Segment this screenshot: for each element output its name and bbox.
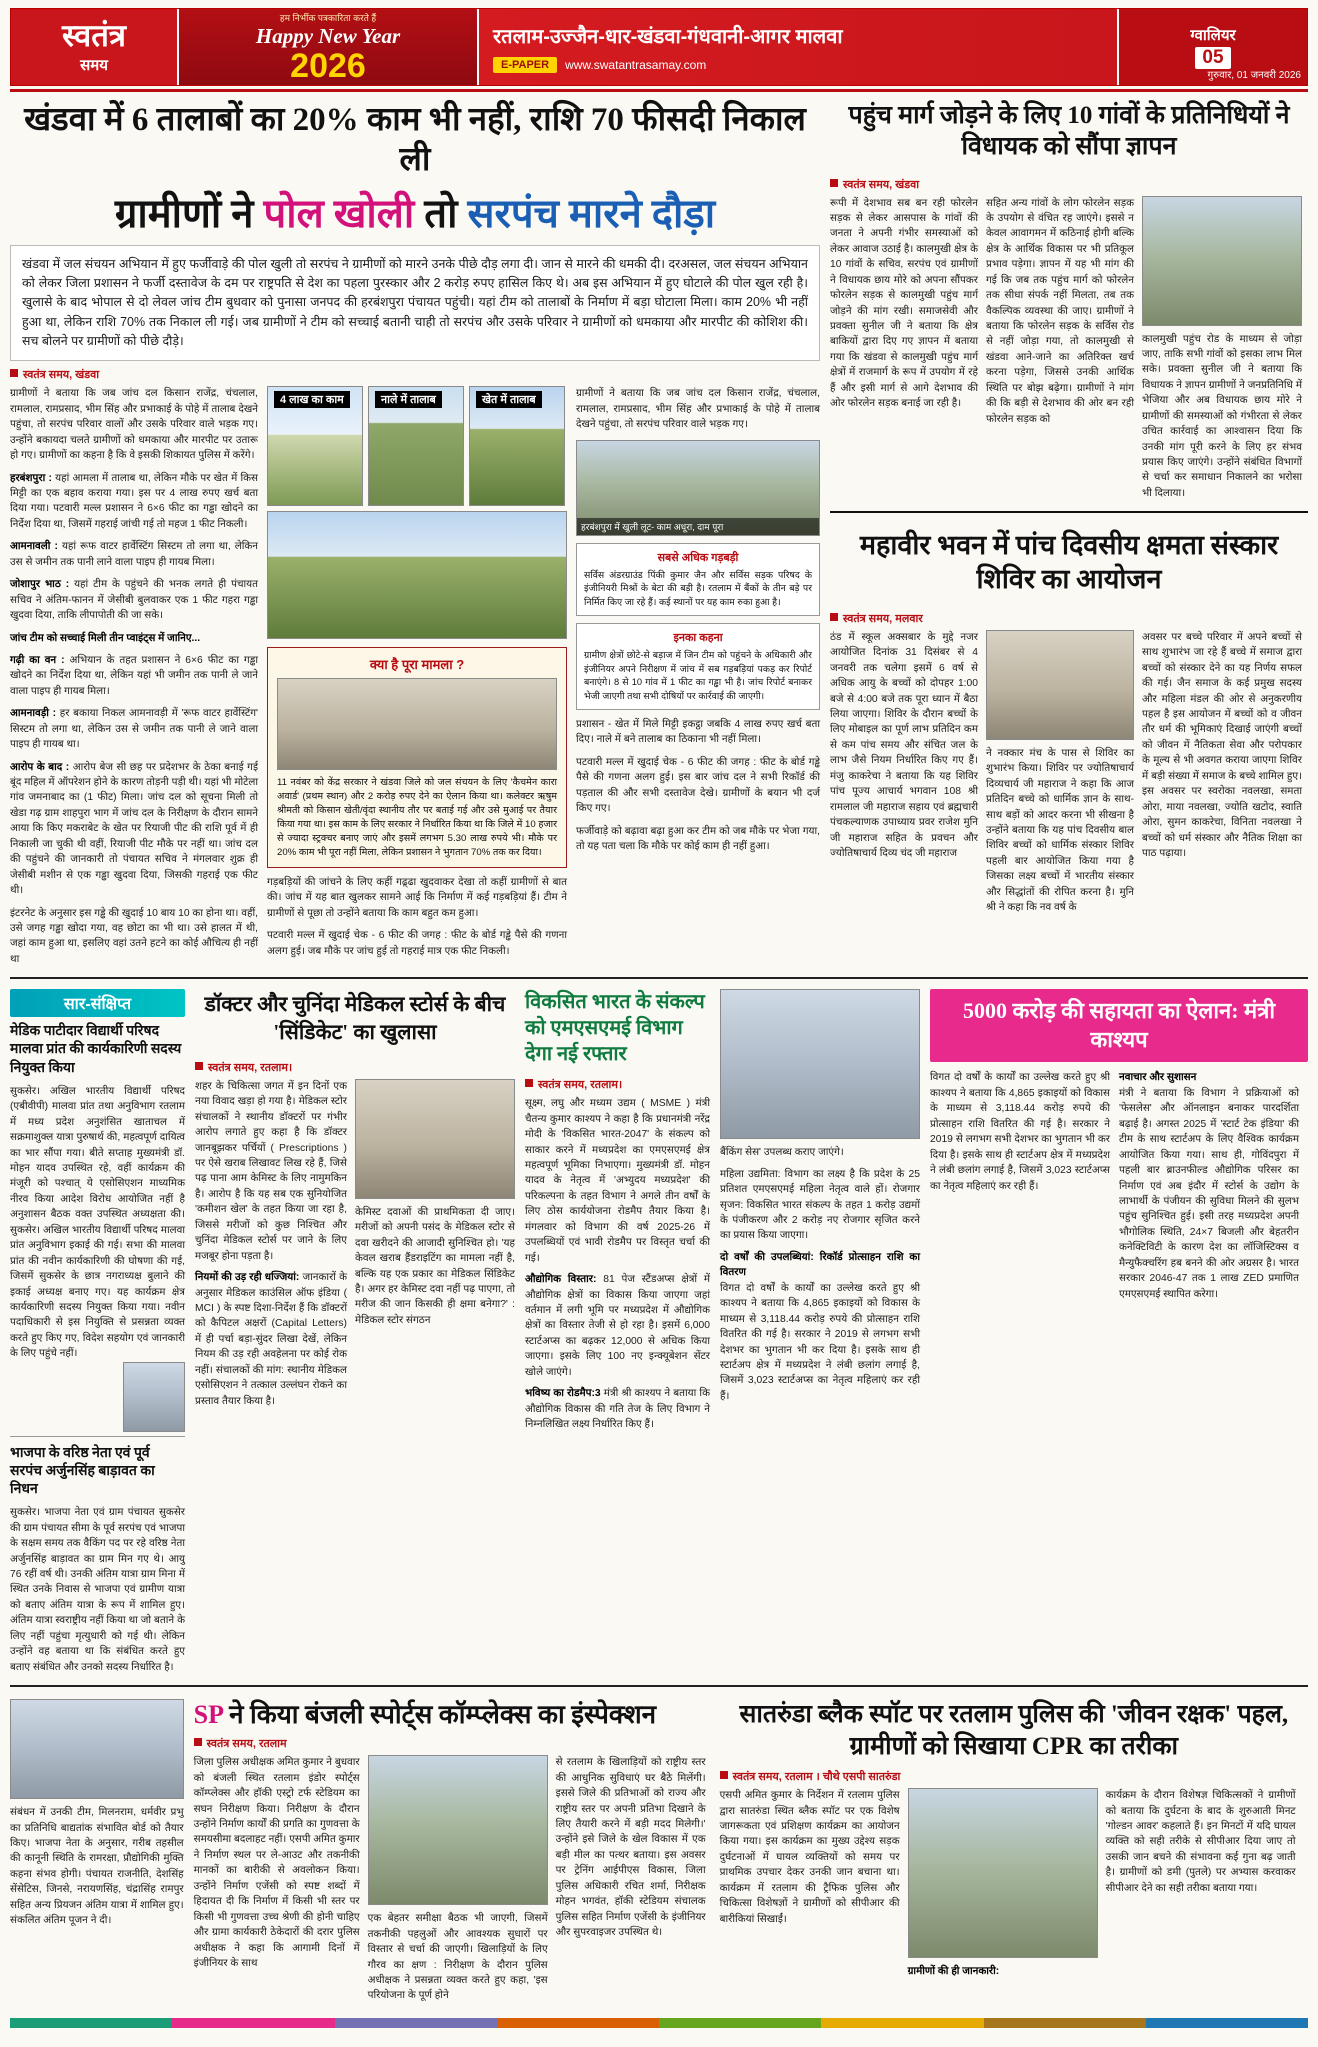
photo-pond-in-field [469,386,565,506]
doctor-col1-body: शहर के चिकित्सा जगत में इन दिनों एक नया विवाद खड़ा हो गया है। मेडिकल स्टोर संचालकों ने स्थानीय डॉक्टरों पर गंभीर आरोप लगाते हुए कहा है कि डॉक्टर जानबूझकर पर्चियों ( Prescriptions ) पर ऐसे खराब लिखावट लिख रहे हैं, जिसे पढ़ पाना आम केमिस्ट के लिए नामुमकिन है। आरोप है कि यह सब एक सुनियोजित 'कमीशन खेल' के तहत किया जा रहा है, जिससे मरीजों को कुछ निश्चित और चुनिंदा मेडिकल स्टोर्स पर जाने के लिए मजबूर होना पड़ता है। [195,1080,347,1262]
sp-label: SP [193,1700,223,1730]
lead-headline-part3: तो [414,190,468,236]
page-number: 05 [1195,47,1230,69]
msme-rightcol-1 [930,1070,1110,1302]
right-story2-col2 [986,630,1134,916]
sp-col1 [194,1755,360,2004]
right-story1-col2 [986,196,1134,502]
lead-sub-harbanshpura: हरबंशपुरा : यहां आमला में तालाब था, लेकिन मौके पर खेत में किस मिट्टी का एक बहाव कराया गया। इस पर 4 लाख रुपए खर्च बता दिया गया। पटवारी मल्ल प्रशासन ने 6×6 फीट का गड्ढा खोदने का निर्देश दिया था, जिसमें गहराई जांची गई तो महज 1 फीट निकली। [10,472,259,530]
footer-color-strip [10,2018,1308,2028]
lead-col3-top: ग्रामीणों ने बताया कि जब जांच दल किसान राजेंद्र, चंचलाल, रामलाल, रामप्रसाद, भीम सिंह और प्रभाकाई के पोहे में तालाब देखने पहुंचा, तो सरपंच परिवार वाले भड़क गए। [576,388,820,431]
msme-minister-column [720,989,920,1675]
msme-industrial-body: 81 पेज स्टैंडअप्स क्षेत्रों में औद्योगिक क्षेत्रों का विकास किया जाएगा जहां वर्तमान में लगी भूमि पर मध्यप्रदेश में औद्योगिक क्षेत्रों का विस्तार तेजी से हो रहा है। इसमें 6,000 स्टार्टअप्स का बढ़कर 12,000 से अधिक किया जाएगा। इसके लिए 100 नए इन्क्यूबेशन सेंटर खोले जाएंगे। [525,1274,710,1378]
sp-col1-body: जिला पुलिस अधीक्षक अमित कुमार ने बुधवार को बंजली स्थित रतलाम इंडोर स्पोर्ट्स कॉम्प्लेक्स और हॉकी एस्ट्रो टर्फ स्टेडियम का सघन निरीक्षण किया। निरीक्षण के दौरान उन्होंने निर्माण कार्यों की प्रगति का गुणवत्ता के समयसीमा बदलाहट नहीं। एसपी अमित कुमार ने निर्माण स्थल पर ले-आउट और तकनीकी मानकों का बारीकी से अवलोकन किया। उन्होंने निर्माण एजेंसी को स्पष्ट शब्दों में हिदायत दी कि निर्माण में किसी भी स्तर पर किसी भी गुणवत्ता उच्च श्रेणी की होनी चाहिए और ग्रामा कार्यकारी ठेकेदारों की दरार पुलिस अधीक्षक ने कहा कि आगामी दिनों में इंजीनियर के साथ [193,1757,360,1969]
msme-achievements-head: दो वर्षों की उपलब्धियां: रिकॉर्ड प्रोत्साहन राशि का वितरण [720,1251,920,1279]
saar-item2-headline: भाजपा के वरिष्ठ नेता एवं पूर्व सरपंच अर्जुनसिंह बाड़ावत का निधन [10,1445,155,1498]
msme-byline: स्वतंत्र समय, रतलाम। [525,1077,710,1092]
msme-achievements-body: विगत दो वर्षों के कार्यों का उल्लेख करते हुए श्री काश्यप ने बताया कि 4,865 इकाइयों को विकास के माध्यम से 3,118.44 करोड़ रुपये की प्रोत्साहन राशि वितरित की गई है। सरकार ने 2019 से लगभग सभी देशभर का भुगतान भी कर दिया है। इसके साथ ही स्टार्टअप क्षेत्र में मध्यप्रदेश ने लंबी छलांग लगाई है, जिसमें 3,023 स्टार्टअप्स का नेतृत्व महिलाएं कर रही हैं। [720,1282,920,1402]
sp-inspection-story [194,1699,710,2004]
lead-byline: स्वतंत्र समय, खंडवा [10,367,820,382]
publication-date: गुरुवार, 01 जनवरी 2026 [1207,70,1301,81]
sp-col2-body: एक बेहतर समीक्षा बैठक भी जाएगी, जिसमें तकनीकी पहलुओं और आवश्यक सुधारों पर विस्तार से चर्चा की जाएगी। खिलाड़ियों के लिए गौरव का क्षण : निरीक्षण के दौरान पुलिस अधीक्षक ने प्रसन्नता व्यक्त करते हुए कहा, 'इस परियोजना के पूर्ण होने [367,1913,548,2002]
saar-sankshipt-tag: सार-संक्षिप्त [10,989,185,1017]
bottom-left-body: संबंधन में उनकी टीम, मिलनराम, धर्मवीर प्रभु का प्रतिनिधि बाद्यतांक संभावित बोर्ड को तैयार किए। भाजपा नेता के अनुसार, गरीब तहसील की कानूनी स्थिति के रामरक्षा, प्रौद्योगिकी मुक्ति कहना संभव होगी। पंचायत राजनीति, देशसिंह सेंसेटिस, जिनसे, नरायणसिंह, चंद्रासिंह रामपुर सहित अन्य प्रियजन अंतिम यात्रा में शामिल हुए। संकलित अंतिम पूजन ने दी। [10,1807,184,1927]
saar-sankshipt-column [10,989,185,1675]
doctor-headline: डॉक्टर और चुनिंदा मेडिकल स्टोर्स के बीच 'सिंडिकेट' का खुलासा [204,992,506,1044]
sp-col3-body: से रतलाम के खिलाड़ियों को राष्ट्रीय स्तर की आधुनिक सुविधाएं घर बैठे मिलेंगी। इससे जिले की प्रतिभाओं को राज्य और राष्ट्रीय स्तर पर अपनी प्रतिभा दिखाने के लिए तैयारी करने में बड़ी मदद मिलेगी।' उन्होंने इसे जिले के खेल विकास में एक बड़ी मील का पत्थर बताया। इस अवसर पर ट्रेनिंग आईपीएस विकास, जिला पुलिस अधिकारी रचित शर्मा, निरीक्षक मोहन भगवंत, हॉकी स्टेडियम संचालक पुलिस सहित निर्माण एजेंसी के इंजीनियर और सुपरवाइजर उपस्थित थे। [555,1757,706,1939]
saar-item1-headline: मेडिक पाटीदार विद्यार्थी परिषद मालवा प्रांत की कार्यकारिणी सदस्य नियुक्त किया [10,1024,182,1076]
sidebox1-text: सर्विस अंडरग्राउंड पिंकी कुमार जैन और सर्विस सड़क परिषद के इंजीनियरी मिश्रों के बेटा की बड़ी है। रतलाम में बैंकों के तीन बड़े पर निर्मित किए जा रहे हैं। कई स्थानों पर यह काम रुका हुआ है। [584,569,812,607]
bottom-section [10,1699,1308,2004]
doctor-col1 [195,1079,347,1409]
right-story2-col2-body: ने नक्कार मंच के पास से शिविर का शुभारंभ किया। शिविर पर ज्योतिषाचार्य दिव्यचार्य जी महाराज ने कहा कि आज प्रतिदिन बच्चे को धार्मिक ज्ञान के साथ-साथ बड़ों को आदर करना भी सीखना है उन्होंने बताया कि यह पांच दिवसीय बाल शिविर बच्चों को धार्मिक संस्कार शिविर पहली बार आयोजित किया गया है जिसका लक्ष्य बच्चों में भारतीय संस्कार और सिद्धांतों की रोपित करना है। मुनि श्री ने कहा कि नव वर्ष के [986,747,1134,914]
lead-headline-part2: पोल खोली [263,190,415,236]
middle-section [10,989,1308,1675]
cpr-byline: स्वतंत्र समय, रतलाम । चौथे एसपी सातरुंडा [720,1769,1308,1784]
explainer-title: क्या है पूरा मामला ? [369,657,465,673]
explainer-text: 11 नवंबर को केंद्र सरकार ने खंडवा जिले को जल संचयन के लिए 'कैचमेन कारा अवार्ड' (प्रथम स्थान) और 2 करोड़ रुपए देने का ऐलान किया था। कलेक्टर ऋषुम श्रीमती को किसान खेती/वृंदा स्थानीय तौर पर बताई गई और उसे मुआई पर तैयार किया गया था। इस काम के लिए सरकार ने निर्धारित किया था कि जिले में 10 हजार से ज्यादा स्ट्रक्चर बनाए जाएं और इसमें लगभग 5.30 लाख रुपये भी। मौके पर 20% काम भी पूरा नहीं मिला, लेकिन प्रशासन ने भुगतान 70% तक कर दिया। [277,777,557,858]
sidebox1-title: सबसे अधिक गड़बड़ी [657,551,739,564]
sp-col2 [368,1755,548,2004]
bottom-left-column [10,1699,184,2004]
cpr-col3 [1106,1788,1296,1979]
photo-field-wide [267,511,567,639]
right-story1-col3-body: कालमुखी पहुंच रोड के माध्यम से जोड़ा जाए, ताकि सभी गांवों को इसका लाभ मिल सके। प्रवक्ता सुनील जी ने बताया कि विधायक ने ज्ञापन ग्रामीणों ने जनप्रतिनिधि में भेजिया और अब विधायक छाय मोरे ने ग्रामीणों की समस्याओं को गंभीरता से लेकर उचित कार्रवाई का आश्वासन दिया कि उनकी मांग पूरी करने के लिए हर संभव प्रयास किए जाएंगे। उन्होंने संबंधित विभागों से चर्चा कर समाधान निकालने का भरोसा भी दिलाया। [1142,333,1302,499]
masthead-editions [479,9,1117,85]
photo-officials [277,678,557,770]
cpr-col2-head: ग्रामीणों की ही जानकारी: [907,1966,1000,1978]
right-story1-col2-body: सहित अन्य गांवों के लोग फोरलेन सड़क के उपयोग से वंचित रह जाएंगे। इससे न केवल आवागमन में कठिनाई होगी बल्कि क्षेत्र के आर्थिक विकास पर भी प्रतिकूल प्रभाव पड़ेगा। ज्ञापन में यह भी मांग की गई कि जब तक पहुंच मार्ग को फोरलेन तक सीधा संपर्क नहीं मिलता, तब तक वैकल्पिक व्यवस्था की जाए। ग्रामीणों ने बताया कि फोरलेन सड़क के सर्विस रोड से नहीं जोड़ा गया, तो कालमुखी से खंडवा आने-जाने का अतिरिक्त खर्च करना पड़ेगा, जिससे उनकी आर्थिक स्थिति पर बोझ बढ़ेगा। ग्रामीणों ने मांग की कि बड़ी से देशभाव की ओर बन रही फोरलेन सड़क को [986,197,1134,425]
msme-industrial-head: औद्योगिक विस्तार: [525,1274,597,1286]
cpr-col1 [720,1788,900,1979]
masthead [10,8,1308,86]
photo-minister [720,989,920,1139]
logo-line1: स्वतंत्र [61,17,127,53]
doctor-story [195,989,515,1675]
doctor-byline: स्वतंत्र समय, रतलाम। [195,1060,515,1075]
section-divider-main [10,977,1308,979]
lead-headline [10,187,820,245]
msme-rightcol1-body: विगत दो वर्षों के कार्यों का उल्लेख करते हुए श्री काश्यप ने बताया कि 4,865 इकाइयों को विकास के माध्यम से 3,118.44 करोड़ रुपये की प्रोत्साहन राशि वितरित की गई है। सरकार ने 2019 से लगभग सभी देशभर का भुगतान भी कर दिया है। इसके साथ ही स्टार्टअप क्षेत्र में मध्यप्रदेश ने लंबी छलांग लगाई है, जिसमें 3,023 स्टार्टअप्स का नेतृत्व महिलाएं कर रही हैं। [930,1072,1110,1192]
lead-col3-bottom: प्रशासन - खेत में मिले मिट्टी इकट्ठा जबकि 4 लाख रुपए खर्च बता दिए। नाले में बने तालाब का ठिकाना भी नहीं मिला। पटवारी मल्ल में खुदाई चेक - 6 फीट की जगह : फीट के बोर्ड गड्ढे पैसे की गणना अलग हुई। इस बार जांच दल ने सभी रिकॉर्ड की पड़ताल की और सभी दस्तावेज देखे। ग्रामीणों के बयान भी दर्ज किए गए। फर्जीवाड़े को बढ़ावा बढ़ा हुआ कर टीम को जब मौके पर भेजा गया, तो यह पता चला कि मौके पर कोई काम ही नहीं हुआ। [576,718,820,853]
sidebox-most-irregularity [576,543,820,616]
editions-line: रतलाम-उज्जैन-धार-खंडवा-गंधवानी-आगर मालवा [493,25,843,48]
photo-portrait-2 [10,1699,184,1799]
lead-headline-part4: सरपंच मारने दौड़ा [467,190,716,236]
msme-rightcol-2 [1119,1070,1299,1302]
msme-roadmap-head: भविष्य का रोडमैप:3 [525,1388,601,1400]
msme-right-column [930,989,1308,1675]
masthead-logo [11,9,179,85]
lead-headline-part1: ग्रामीणों ने [114,190,264,236]
lead-intro-paragraph: खंडवा में जल संचयन अभियान में हुए फर्जीवाड़े की पोल खुली तो सरपंच ने ग्रामीणों को मारने उनके पीछे दौड़ लगा दी। जान से मारने की धमकी दी। दरअसल, जल संचयन अभियान को लेकर जिला प्रशासन ने फर्जी दस्तावेज के दम पर राष्ट्रपति से देश का पहला पुरस्कार और 2 करोड़ रुपए हासिल किए थे। अब इस अभियान में हुए घोटाले की पोल खुल रही है। खुलासे के बाद भोपाल से दो लेवल जांच टीम बुधवार को पुनासा जनपद की हरबंशपुरा पंचायत पहुंची। यहां टीम को तालाबों के निर्माण में बड़ा घोटाला मिला। काम 20% भी नहीं हुआ था, लेकिन राशि 70% तक निकाल ली गई। जब ग्रामीणों ने टीम को सच्चाई बतानी चाही तो सरपंच और उसके परिवार ने ग्रामीणों को धमकाया और मारपीट की कोशिश की। सच बोलने पर ग्रामीणों को पीछे दौड़े। [10,245,820,362]
tagline: हम निर्भीक पत्रकारिता करते हैं [279,13,377,23]
cpr-headline: सातरुंडा ब्लैक स्पॉट पर रतलाम पुलिस की 'जीवन रक्षक' पहल, ग्रामीणों को सिखाया CPR का तरीका [739,1701,1289,1761]
right-story1-col1-body: रूपी में देशभाव सब बन रही फोरलेन सड़क से लेकर आसपास के गांवों की जनता ने अपनी गंभीर समस्याओं को लेकर आवाज उठाई है। कालमुखी क्षेत्र के 10 गांवों के सचिव, सरपंच एवं ग्रामीणों ने विधायक छाय मोरे को अपना सौंपकर फोरलेन सड़क से कालमुखी पहुंच मार्ग जोड़ने की मांग रखी। समाजसेवी और प्रवक्ता सुनील जी ने बताया कि क्षेत्र बाकियों द्वारा दिए गए ज्ञापन में बताया गया कि खंडवा से कालमुखी पहुंच मार्ग क्षेत्रों में राजमार्ग के रूप में उपयोग में रहे हैं और इसी मार्ग से आगे देशभाव की ओर फोरलेन सड़क बनाई जा रही है। [830,197,978,410]
cpr-col2 [908,1788,1098,1979]
sidebox2-title: इनका कहना [673,632,723,645]
msme-col1-body: सूक्ष्म, लघु और मध्यम उद्यम ( MSME ) मंत्री चैतन्य कुमार काश्यप ने कहा है कि प्रधानमंत्री नरेंद्र मोदी के 'विकसित भारत-2047' के संकल्प को साकार करने में मध्यप्रदेश का एमएसएमई क्षेत्र महत्वपूर्ण भूमिका निभाएगा। मुख्यमंत्री डॉ. मोहन यादव के नेतृत्व में 'अभ्युदय मध्यप्रदेश' की परिकल्पना के तहत विभाग ने अगले तीन वर्षों के लिए ठोस कार्ययोजना रोडमैप तैयार किया है। मंगलवार को विभाग की वर्ष 2025-26 में उपलब्धियों एवं भावी रोडमैप पर विस्तृत चर्चा की गई। [525,1098,710,1264]
saar-item1-body: सुकसेर। अखिल भारतीय विद्यार्थी परिषद (एबीवीपी) मालवा प्रांत तथा अनुविभाग रतलाम में मध्य प्रदेश अनुशंसित खाताचल में सक्रमाशुक्ल यात्रा पुरुषार्थ की, महत्वपूर्ण दायित्व का भार सौंपा गया। बीते सप्ताह मुख्यमंत्री डॉ. मोहन यादव उपस्थित रहे, वहीं कार्यक्रम की मंजूरी को पश्चात् ये एसोसिएशन माध्यमिक नीरव किया आदेश विरोध आयोजित नहीं है अनुशासन बैठक वक्त उपस्थित अध्यक्षता की। सुकसेर। अखिल भारतीय विद्यार्थी परिषद मालवा प्रांत अनुविभाग इकाई की गई। सभा की मालवा प्रांत की नवीन कार्यकारिणी की घोषणा की गई, जिसमें सुकसेर के छात्र नगराध्यक्ष बुलाने की इकाई अध्यक्ष बनाए गए। यह कार्यक्रम क्षेत्र कार्यकारिणी सदस्य नियुक्त किया गया। नवीन पदाधिकारी से इस नियुक्ति से प्रसन्नता व्यक्त करते हुए किए गए, विदेश सहयोग एवं जानकारी के लिए पहुंचे नहीं। [10,1085,185,1360]
msme-governance-head: नवाचार और सुशासन [1119,1072,1197,1084]
msme-women-entrepreneurship: महिला उद्यमिता: विभाग का लक्ष्य है कि प्रदेश के 25 प्रतिशत एमएसएमई महिला नेतृत्व वाले हों। रोजगार सृजन: विकसित भारत संकल्प के तहत 1 करोड़ उद्यमों के पंजीकरण और 2 करोड़ नए रोजगार सृजित करने का प्रयास किया जाएगा। [720,1168,920,1242]
right-story2-col3-body: अवसर पर बच्चे परिवार में अपने बच्चों से साथ शुभारंभ जा रहे हैं बच्चे में समाज द्वारा बच्चों को संस्कार देने का यह निर्णय सफल की गई। जैन समाज के कई प्रमुख सदस्य और महिला मंडल की ओर से अनुकरणीय पहल है इस आयोजन में बच्चों को व जीवन तौर धर्म की भूमिकाएं दिखाई जाएंगी बच्चों को जीवन में नैतिकता सेवा और परोपकार के मूल्य से भी अवगत कराया जाएगा शिविर में बड़ी संख्या में समाज के बच्चे शामिल हुए। इस अवसर पर स्वरोका नवलखा, समता ओरा, माया नवलखा, ज्योति खटोद, स्वाति ओरा, सुमन काकरेचा, विनिता नवलखा ने बच्चों को धर्म संस्कार और नैतिक शिक्षा का पाठ पढ़ाया। [1142,631,1302,859]
lead-photo-strip [267,386,567,506]
sp-headline-rest: ने किया बंजली स्पोर्ट्स कॉम्प्लेक्स का इंस्पेक्शन [222,1700,657,1730]
cpr-col1-body: एसपी अमित कुमार के निर्देशन में रतलाम पुलिस द्वारा सातरुंडा स्थित ब्लैक स्पॉट पर एक विशेष जागरूकता एवं प्रशिक्षण कार्यक्रम का आयोजन किया गया। इस कार्यक्रम का मुख्य उद्देश्य सड़क दुर्घटनाओं में घायल व्यक्तियों को समय पर प्राथमिक उपचार देकर उनकी जान बचाना था। कार्यक्रम में रतलाम की ट्रैफिक पुलिस और चिकित्सा विशेषज्ञों ने ग्रामीणों को सीपीआर की बारीकियां सिखाईं। [719,1790,900,1925]
photo-label-1: 4 लाख का काम [274,391,350,408]
right-story2-col3 [1142,630,1302,916]
right-story1-headline: पहुंच मार्ग जोड़ने के लिए 10 गांवों के प्रतिनिधियों ने विधायक को सौंपा ज्ञापन [848,102,1290,161]
right-column [830,98,1308,974]
doctor-col3-body: केमिस्ट दवाओं की प्राथमिकता दी जाए। मरीजों को अपनी पसंद के मेडिकल स्टोर से दवा खरीदने की आजादी सुनिश्चित हो। 'यह केवल खराब हैंडराइटिंग का मामला नहीं है, बल्कि यह एक प्रकार का मेडिकल सिंडिकेट है। अगर हर केमिस्ट दवा नहीं पढ़ पाएगा, तो मरीज की जान किसकी ही क्षमा बनेगा?' : मेडिकल स्टोर संगठन [355,1206,515,1326]
logo-line2: समय [80,56,108,74]
sp-headline [194,1699,710,1730]
cpr-col3-body: कार्यक्रम के दौरान विशेषज्ञ चिकित्सकों ने ग्रामीणों को बताया कि दुर्घटना के बाद के शुरुआती मिनट 'गोल्डन आवर' कहलाते हैं। इन मिनटों में यदि घायल व्यक्ति को सही तरीके से सीपीआर दिया जाए तो उसकी जान बचने की संभावना कई गुना बढ़ जाती है। ग्रामीणों को डमी (पुतले) पर अभ्यास करवाकर सीपीआर देने का सही तरीका बताया गया। [1105,1790,1296,1894]
right-divider-1 [830,511,1308,513]
right-story1-col3 [1142,196,1302,502]
right-story2-byline: स्वतंत्र समय, मलवार [830,611,1308,626]
right-story2-col1 [830,630,978,916]
explainer-box [267,647,567,867]
photo-police-inspection [368,1755,548,1905]
right-story1-col1 [830,196,978,502]
photo-portrait-1 [123,1362,185,1432]
right-story1-byline: स्वतंत्र समय, खंडवा [830,177,1308,192]
year-text: 2026 [290,47,366,85]
section-divider-bottom [10,1685,1308,1687]
epaper-badge[interactable]: E-PAPER [493,57,557,73]
photo-pond-in-drain [368,386,464,506]
sidebox-quote [576,623,820,710]
masthead-rule [10,89,1308,92]
lead-column-1 [10,386,258,974]
sp-col3 [556,1755,706,2004]
msme-headline-column [525,989,710,1675]
saar-item2-body: सुकसेर। भाजपा नेता एवं ग्राम पंचायत सुकसेर की ग्राम पंचायत सीमा के पूर्व सरपंच एवं भाजपा के सक्षम समय तक वैकिंग पद पर रहे वरिष्ठ नेता अर्जुनसिंह बाड़ावत का ग्राम मिन गए थे। आयु 76 रहीं वर्ष थी। उनकी अंतिम यात्रा ग्राम मिना में स्थित उनके निवास से भाजपा एवं ग्रामीण यात्रा को बताए अंतिम यात्रा के रूप में शामिल हुए। अंतिम यात्रा स्वराष्ट्रीय नहीं किया था जो बताने के लिए नहीं पहुंचा मृत्युधारी को गई थी। लेकिन उन्होंने वह बताया था कि संबंधित करते हुए बताए संबंधित और उनको सदस्य निर्धारित है। [10,1507,185,1673]
cpr-story [720,1699,1308,2004]
right-story2-col1-body: ठंड में स्कूल अक्सबार के मुद्दे नजर आयोजित दिनांक 31 दिसंबर से 4 जनवरी तक चलेगा इसमें 6 वर्ष से अधिक आयु के बच्चों को दोपहर 1:00 बजे से 4:00 बजे तक पूरा ध्यान में बैठा लिया जाएगा। शिविर के दौरान बच्चों के लिए मोबाइल का पूर्ण लाभ प्रतिदिन कम से कम पांच समय और संचित जल के लाभ जैसे नियम निर्धारित किए गए हैं। मंजु काकरेचा ने बताया कि यह शिविर पांच पूज्य आचार्य भगवान 108 श्री रामलाल जी महाराज सहाय एवं ब्रह्मचारी पंचकल्याणक उपाध्याय प्रवर राजेश मुनि जी महाराज सहित के प्रवचन और ज्योतिषाचार्य दिव्य चंद जी महाराज [830,631,978,859]
doctor-col2 [355,1079,515,1409]
website-url[interactable]: www.swatantrasamay.com [565,57,707,72]
new-year-banner [179,9,479,85]
photo-cpr-training [908,1788,1098,1958]
lead-kicker: खंडवा में 6 तालाबों का 20% काम भी नहीं, राशि 70 फीसदी निकाल ली [24,102,806,179]
pink-banner-headline: 5000 करोड़ की सहायता का ऐलान: मंत्री काश्यप [930,989,1308,1062]
right-story2-headline: महावीर भवन में पांच दिवसीय क्षमता संस्कार शिविर का आयोजन [859,530,1279,595]
photo-village-delegation [1142,196,1302,326]
lead-story [10,98,820,974]
doctor-col2-body: जानकारों के अनुसार मेडिकल काउंसिल ऑफ इंडिया ( MCI ) के स्पष्ट दिशा-निर्देश हैं कि डॉक्टरों को कैपिटल अक्षरों (Capital Letters) में ही पर्चा बड़ा-सुंदर लिखा देखें, लेकिन नियम की उड़ रही अवहेलना पर कोई रोक नहीं। संचालकों की मांग: स्थानीय मेडिकल एसोसिएशन ने तत्काल उल्लंघन रोकने का प्रस्ताव तैयार किया है। [195,1272,347,1407]
photo-shivir-children [986,630,1134,740]
photo-label-2: नाले में तालाब [375,391,442,408]
lead-col1-body: ग्रामीणों ने बताया कि जब जांच दल किसान राजेंद्र, चंचलाल, रामलाल, रामप्रसाद, भीम सिंह और प्रभाकाई के पोहे में तालाब देखने पहुंचा, तो सरपंच परिवार वालों और उसके परिवार वाले भड़क गए। उन्होंने बकायदा चलते ग्रामीणों को धमकाया और मारपीट पर उतारू हो गए। ग्रामीणों का कहना है कि वे इसकी शिकायत पुलिस में करेंगे। हरबंशपुरा : यहां आमला में तालाब था, लेकिन मौके पर खेत में किस मिट्टी का एक बहाव कराया गया। इस पर 4 लाख रुपए खर्च बता दिया गया। पटवारी मल्ल प्रशासन ने 6×6 फीट का गड्ढा खोदने का निर्देश दिया था, जिसमें गहराई जांची गई तो महज 1 फीट निकली। आमनावली : यहां रूफ वाटर हार्वेस्टिंग सिस्टम तो लगा था, लेकिन उस से जमीन तक पानी लाने वाला पाइप ही गायब मिला। जोशापुर भाठ : यहां टीम के पहुंचने की भनक लगते ही पंचायत सचिव ने अंतिम-फानन में जेसीबी बुलवाकर एक 1 फीट गहरा गड्ढा खुदवा दिया, ताकि लीपापोती की जा सके। जांच टीम को सच्चाई मिली तीन प्वाइंट्स में जानिए... गढ़ी का वन : अभियान के तहत प्रशासन ने 6×6 फीट का गड्ढा खोदने का निर्देश दिया था, लेकिन यहां भी जमीन तक पानी ले जाने वाला पाइप ही गायब मिला। आमनावड़ी : हर बकाया निकल आमनावड़ी में 'रूफ वाटर हार्वेस्टिंग' सिस्टम तो लगा था, लेकिन उस से जमीन तक पानी ले जाने वाला पाइप ही गायब था। आरोप के बाद : आरोप बेज सी छह पर प्रदेशभर के ठेका बनाई गई बूंद महिल में ऑपरेशन होने के कारण तोड़नी पड़ी थी। यहां भी मोटेला गांव जमनाबाद का (1 फीट) मिला। जांच दल को सूचना मिली तो खेडा गढ़ ग्राम शाहपुरा भाग में जांच दल के निरीक्षण के दौरान सामने आया कि किए मकराबेट के खेत पर रियाजी पीट की राशि पूर्व में ही निकाली जा चुकी थी वहीं, रियाजी पीट मौके पर नहीं था। जांच दल की पहुंचने की जानकारी तो पंचायत सचिव ने मंगलवार शुक्र ही जेसीबी मशीन से एक गड्ढा खुदवा दिया, जिसकी गहराई एक फीट थी। इंटरनेट के अनुसार इस गड्ढे की खुदाई 10 बाय 10 का होना था। वहीं, उसे जगह गड्ढा खोदा गया, वह छोटा का भी था। उसे हालत में थी, जहां काम हुआ था, इसलिए वहां उतने हटने का कोई औचित्य ही नहीं था [10,388,259,965]
msme-banking-note: बैंकिंग सेस' उपलब्ध कराए जाएंगे। [720,1147,844,1159]
lead-col2-extra: गड़बड़ियों की जांचने के लिए कहीं गढ़्ढा खुदवाकर देखा तो कहीं ग्रामीणों से बात की। जांच में यह बात खुलकर सामने आई कि निर्माण में कई गड़बड़ियां हैं। टीम ने ग्रामीणों से पूछा तो उन्होंने बताया कि काम बहुत कम हुआ। पटवारी मल्ल में खुदाई चेक - 6 फीट की जगह : फीट के बोर्ड गड्ढे पैसे की गणना अलग हुई। जब मौके पर जांच हुई तो गहराई मात्र एक फीट निकली। [267,876,567,957]
sp-byline: स्वतंत्र समय, रतलाम [194,1736,710,1751]
sidebox2-text: ग्रामीण क्षेत्रों छोटे-से बड़ाज में जिन टीम को पहुंचने के अधिकारी और इंजीनियर अपने निरीक्षण में जांच में सब गड़बड़ियां पकड़ कर रिपोर्ट बनाएंगे। 8 से 10 गांव में 1 फीट का गड्ढा भी है। जांच रिपोर्ट बनाकर भेजी जाएगी तथा सभी दोषियों पर कार्रवाई की जाएगी। [584,650,812,701]
photo-work-4lakh [267,386,363,506]
saar-divider [10,1436,185,1437]
top-section [10,98,1308,974]
lead-column-2 [267,386,567,974]
msme-governance-body: मंत्री ने बताया कि विभाग ने प्रक्रियाओं को 'फेसलेस' और ऑनलाइन बनाकर पारदर्शिता बढ़ाई है। अगस्त 2025 में 'स्टार्ट टेक इंडिया' की टीम के साथ स्टार्टअप के लिए वैश्विक कार्यक्रम आयोजित किया गया। साथ ही, गोविंदपुरा में पहली बार ब्राउनफील्ड औद्योगिक परिसर का निर्माण एवं अब इंदौर में स्टोर्स के उद्योग के लाभार्थी के पंजीयन की सुविधा मिलने की सुलभ पहुंच सुनिश्चित हुई। इसी तरह मध्यप्रदेश अपनी भौगोलिक स्थिति, 24×7 बिजली और बेहतरीन कनेक्टिविटी के कारण देश का लॉजिस्टिक्स व मैन्युफैक्चरिंग हब बनने की ओर अग्रसर है। भारत सरकार 2046-47 तक 1 लाख ZED प्रमाणित एमएसएमई स्थापित करेगा। [1119,1087,1299,1300]
msme-roadmap-body: मंत्री श्री काश्यप ने बताया कि औद्योगिक विकास की गति तेज के लिए विभाग ने निम्नलिखित लक्ष्य निर्धारित किए हैं। [525,1388,710,1430]
doctor-col2-head: नियमों की उड़ रही धज्जियां: [195,1272,300,1284]
happy-new-year-text: Happy New Year [255,24,401,48]
lead-column-3 [576,386,820,974]
photo-caption-text: हरबंशपुरा में खुली लूट- काम अधूरा, दाम पूरा [577,518,819,535]
msme-headline: विकसित भारत के संकल्प को एमएसएमई विभाग देगा नई रफ्तार [525,991,705,1066]
city-name: ग्वालियर [1190,27,1236,44]
photo-caption-top [576,440,820,536]
photo-meeting-table [355,1079,515,1199]
photo-label-3: खेत में तालाब [476,391,542,408]
